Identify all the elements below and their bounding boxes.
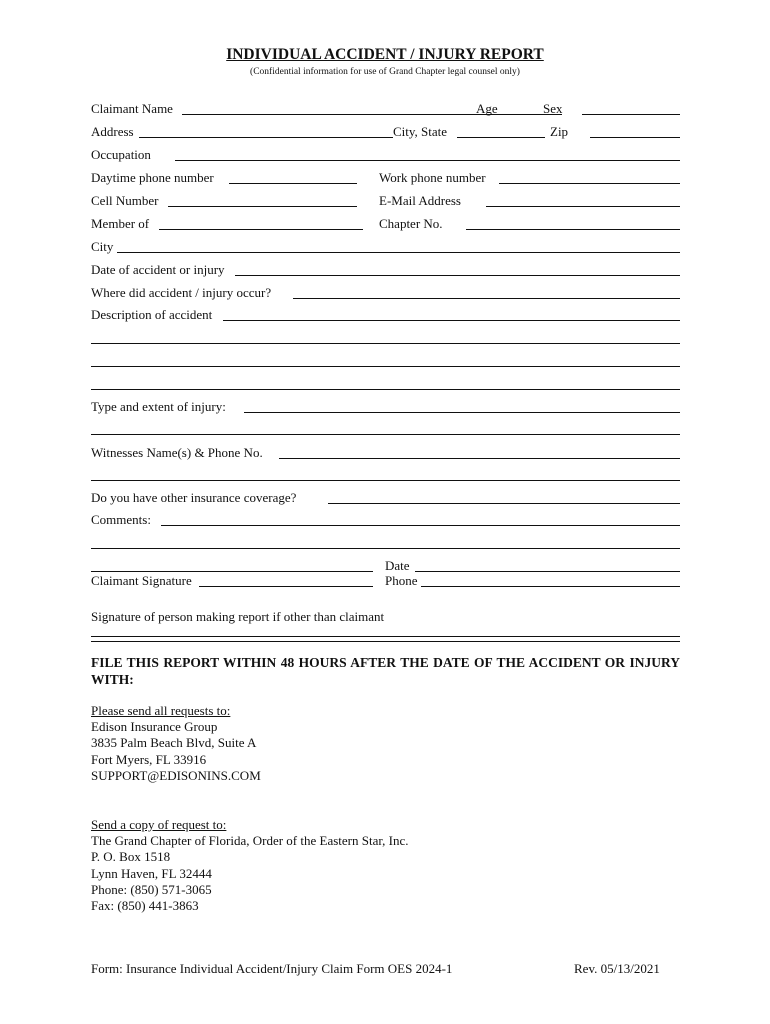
other-signature-label: Signature of person making report if other than claimant [91, 609, 385, 624]
signature-phone-row [91, 573, 680, 591]
witnesses-field[interactable] [279, 445, 680, 459]
send-to-line: 3835 Palm Beach Blvd, Suite A [91, 735, 257, 751]
form-title: INDIVIDUAL ACCIDENT / INJURY REPORT [226, 46, 544, 63]
witnesses-label: Witnesses Name(s) & Phone No. [91, 445, 263, 460]
send-to-heading: Please send all requests to: [91, 703, 231, 718]
insurance-field[interactable] [328, 490, 680, 504]
comments-row [91, 512, 680, 530]
email-label: E-Mail Address [379, 193, 461, 208]
accident-date-label: Date of accident or injury [91, 262, 225, 277]
daytime-phone-field[interactable] [229, 170, 357, 184]
description-line-3[interactable] [91, 389, 680, 390]
description-field[interactable] [223, 307, 680, 321]
address-label: Address [91, 124, 134, 139]
injury-type-row [91, 399, 680, 417]
form-subtitle: (Confidential information for use of Grand Chapter legal counsel only) [250, 67, 520, 77]
date-field[interactable] [415, 558, 680, 572]
address-row [91, 124, 680, 142]
cell-email-row [91, 193, 680, 211]
address-field[interactable] [139, 124, 393, 138]
copy-to-line: The Grand Chapter of Florida, Order of the Eastern Star, Inc. [91, 833, 409, 849]
work-phone-label: Work phone number [379, 170, 486, 185]
send-to-line: Fort Myers, FL 33916 [91, 751, 207, 767]
member-of-field[interactable] [159, 216, 363, 230]
age-label: Age [476, 101, 498, 116]
footer-revision: Rev. 05/13/2021 [574, 961, 660, 976]
copy-to-line: P. O. Box 1518 [91, 849, 171, 865]
copy-to-line: Lynn Haven, FL 32444 [91, 865, 212, 881]
witnesses-line[interactable] [91, 480, 680, 481]
comments-field[interactable] [161, 512, 680, 526]
accident-location-field[interactable] [293, 285, 680, 299]
claimant-row [91, 101, 680, 119]
sex-label: Sex [543, 101, 563, 116]
injury-type-line[interactable] [91, 434, 680, 435]
double-divider [91, 636, 680, 642]
copy-to-fax: Fax: (850) 441-3863 [91, 898, 199, 914]
cell-number-field[interactable] [168, 193, 357, 207]
description-row [91, 307, 680, 325]
witnesses-row [91, 445, 680, 463]
filing-notice: FILE THIS REPORT WITHIN 48 HOURS AFTER THE DATE OF THE ACCIDENT OR INJURY WITH: [91, 655, 680, 687]
footer-form-name: Form: Insurance Individual Accident/Injury Claim Form OES 2024-1 [91, 961, 453, 976]
city-label: City [91, 239, 114, 254]
city-state-field[interactable] [457, 124, 545, 138]
send-to-email[interactable]: SUPPORT@EDISONINS.COM [91, 767, 261, 783]
phone-row [91, 170, 680, 188]
daytime-phone-label: Daytime phone number [91, 170, 214, 185]
email-field[interactable] [486, 193, 680, 207]
work-phone-field[interactable] [499, 170, 680, 184]
claimant-signature-line[interactable] [91, 558, 373, 572]
injury-type-label: Type and extent of injury: [91, 399, 226, 414]
occupation-row [91, 147, 680, 165]
description-label: Description of accident [91, 307, 213, 322]
claimant-name-label: Claimant Name [91, 101, 173, 116]
phone-field[interactable] [421, 573, 680, 587]
accident-date-row [91, 262, 680, 280]
comments-line[interactable] [91, 548, 680, 549]
description-line-2[interactable] [91, 366, 680, 367]
copy-to-block [91, 817, 680, 914]
age-field[interactable] [501, 101, 539, 115]
insurance-label: Do you have other insurance coverage? [91, 490, 297, 505]
copy-to-phone: Phone: (850) 571-3065 [91, 881, 212, 897]
description-line-1[interactable] [91, 343, 680, 344]
city-row [91, 239, 680, 257]
chapter-no-field[interactable] [466, 216, 680, 230]
cell-number-label: Cell Number [91, 193, 159, 208]
chapter-no-label: Chapter No. [379, 216, 443, 231]
date-label: Date [385, 558, 410, 573]
zip-field[interactable] [590, 124, 680, 138]
accident-location-label: Where did accident / injury occur? [91, 285, 272, 300]
claimant-signature-label: Claimant Signature [91, 573, 192, 588]
claimant-signature-field[interactable] [199, 573, 373, 587]
occupation-field[interactable] [175, 147, 680, 161]
accident-date-field[interactable] [235, 262, 680, 276]
member-row [91, 216, 680, 234]
city-state-label: City, State [393, 124, 448, 139]
occupation-label: Occupation [91, 147, 151, 162]
send-to-line: Edison Insurance Group [91, 719, 218, 735]
copy-to-heading: Send a copy of request to: [91, 817, 227, 832]
member-of-label: Member of [91, 216, 150, 231]
send-to-block [91, 703, 680, 784]
phone-label: Phone [385, 573, 418, 588]
zip-label: Zip [550, 124, 569, 139]
sex-field[interactable] [582, 101, 680, 115]
city-field[interactable] [117, 239, 680, 253]
injury-type-field[interactable] [244, 399, 680, 413]
insurance-row [91, 490, 680, 508]
other-signature-row [91, 609, 680, 627]
comments-label: Comments: [91, 512, 151, 527]
accident-location-row [91, 285, 680, 303]
